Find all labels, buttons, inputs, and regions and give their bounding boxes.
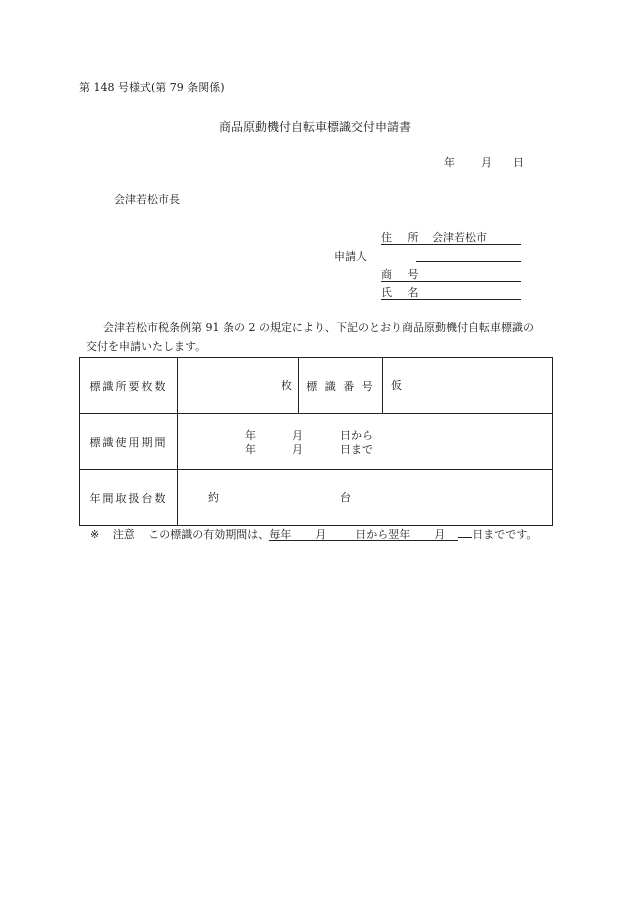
sign-count-label: 標識所要枚数: [80, 358, 178, 414]
trade-name-label: 商 号: [381, 268, 425, 281]
sign-number-value: 仮: [391, 379, 402, 392]
address-line: [381, 232, 521, 245]
page-title: 商品原動機付自転車標識交付申請書: [219, 120, 412, 134]
period-to-day: 日まで: [340, 443, 373, 456]
date-month-label: 月: [481, 156, 492, 169]
name-line: [381, 287, 521, 300]
trade-name-line: [381, 269, 521, 282]
application-table: [79, 357, 553, 526]
form-number: 第 148 号様式(第 79 条関係): [79, 81, 225, 94]
period-to-month: 月: [292, 443, 303, 456]
period-from-month: 月: [292, 429, 303, 442]
period-from-day: 日から: [340, 429, 373, 442]
addressee: 会津若松市長: [114, 193, 180, 206]
date-day-label: 日: [513, 156, 524, 169]
note-text: この標識の有効期間は、: [148, 528, 270, 541]
annual-count-label: 年間取扱台数: [80, 470, 178, 526]
note-day2: 日までです。: [472, 528, 538, 541]
annual-count-cell: [178, 470, 553, 526]
table-row-annual-count: [80, 470, 553, 526]
name-label: 氏 名: [381, 286, 425, 299]
period-from-year: 年: [245, 429, 256, 442]
annual-count-unit: 台: [340, 491, 351, 504]
body-text-line2: 交付を申請いたします。: [86, 340, 207, 353]
period-label: 標識使用期間: [80, 414, 178, 470]
sign-number-cell: [383, 358, 553, 414]
note-month1: 月: [315, 528, 327, 541]
address-label: 住 所: [381, 231, 425, 244]
table-row-sign-count: [80, 358, 553, 414]
date-year-label: 年: [444, 156, 455, 169]
applicant-label: 申請人: [334, 250, 367, 263]
note-mark: ※: [90, 528, 100, 541]
sign-count-unit: 枚: [281, 379, 292, 392]
note-every-year: 毎年: [269, 528, 292, 541]
note-line: [90, 529, 537, 541]
address-value: 会津若松市: [432, 231, 487, 244]
body-text-line1: 会津若松市税条例第 91 条の 2 の規定により、下記のとおり商品原動機付自転車標識の: [103, 321, 534, 334]
annual-count-prefix: 約: [208, 491, 219, 504]
note-label: 注意: [112, 528, 135, 541]
period-cell: [178, 414, 553, 470]
note-next-year-field: [388, 529, 458, 541]
note-day1-field: [339, 529, 388, 541]
note-month2: 月: [434, 528, 446, 541]
table-row-period: [80, 414, 553, 470]
sign-number-label: 標 識 番 号: [299, 358, 383, 414]
note-day2-field: [458, 537, 472, 538]
note-next-year: 翌年: [388, 528, 411, 541]
sign-count-cell: [178, 358, 299, 414]
note-day1: 日から: [355, 528, 389, 541]
applicant-blank-line: [416, 250, 521, 262]
period-to-year: 年: [245, 443, 256, 456]
note-every-year-field: [269, 529, 339, 541]
